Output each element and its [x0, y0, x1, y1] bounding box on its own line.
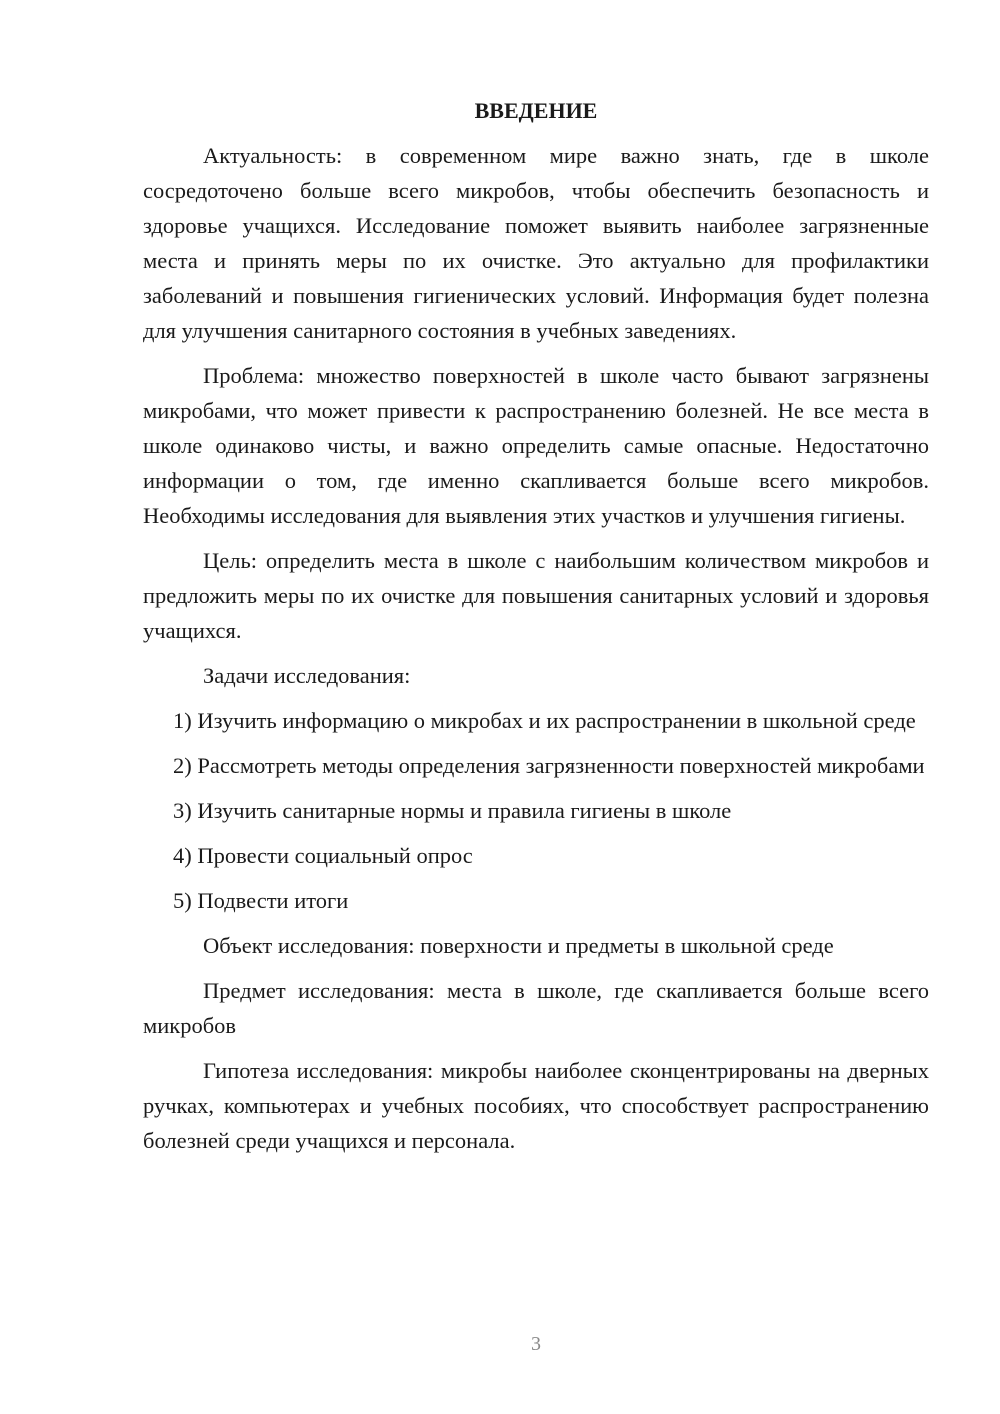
relevance-paragraph: Актуальность: в современном мире важно знать, где в школе сосредоточено больше всего микробов, чтобы обеспечить безопасность и здоровье учащихся. Исследование поможет выявить наиболее загрязненные места и принять меры по их очистке. Это актуально для профилактики заболеваний и повышения гигиенических условий. Информация будет полезна для улучшения санитарного состояния в учебных заведениях. — [143, 143, 929, 343]
tasks-title: Задачи исследования: — [203, 663, 411, 688]
task-item-4: 4) Провести социальный опрос — [173, 843, 473, 868]
section-heading: ВВЕДЕНИЕ — [474, 98, 598, 123]
goal-paragraph: Цель: определить места в школе с наибольшим количеством микробов и предложить меры по их очистке для повышения санитарных условий и здоровья учащихся. — [143, 548, 929, 643]
task-item-5: 5) Подвести итоги — [173, 888, 349, 913]
task-item-2: 2) Рассмотреть методы определения загрязненности поверхностей микробами — [173, 753, 925, 778]
problem-paragraph: Проблема: множество поверхностей в школе часто бывают загрязнены микробами, что может привести к распространению болезней. Не все места в школе одинаково чисты, и важно определить самые опасные. Недостаточно информации о том, где именно скапливается больше всего микробов. Необходимы исследования для выявления этих участков и улучшения гигиены. — [143, 363, 929, 528]
hypothesis-paragraph: Гипотеза исследования: микробы наиболее сконцентрированы на дверных ручках, компьютерах и учебных пособиях, что способствует распространению болезней среди учащихся и персонала. — [143, 1058, 929, 1153]
subject-paragraph: Предмет исследования: места в школе, где скапливается больше всего микробов — [143, 978, 929, 1038]
document-page — [143, 93, 929, 1168]
task-item-3: 3) Изучить санитарные нормы и правила гигиены в школе — [173, 798, 732, 823]
object-paragraph: Объект исследования: поверхности и предметы в школьной среде — [203, 933, 834, 958]
page-number: 3 — [531, 1333, 541, 1355]
task-item-1: 1) Изучить информацию о микробах и их распространении в школьной среде — [173, 708, 916, 733]
